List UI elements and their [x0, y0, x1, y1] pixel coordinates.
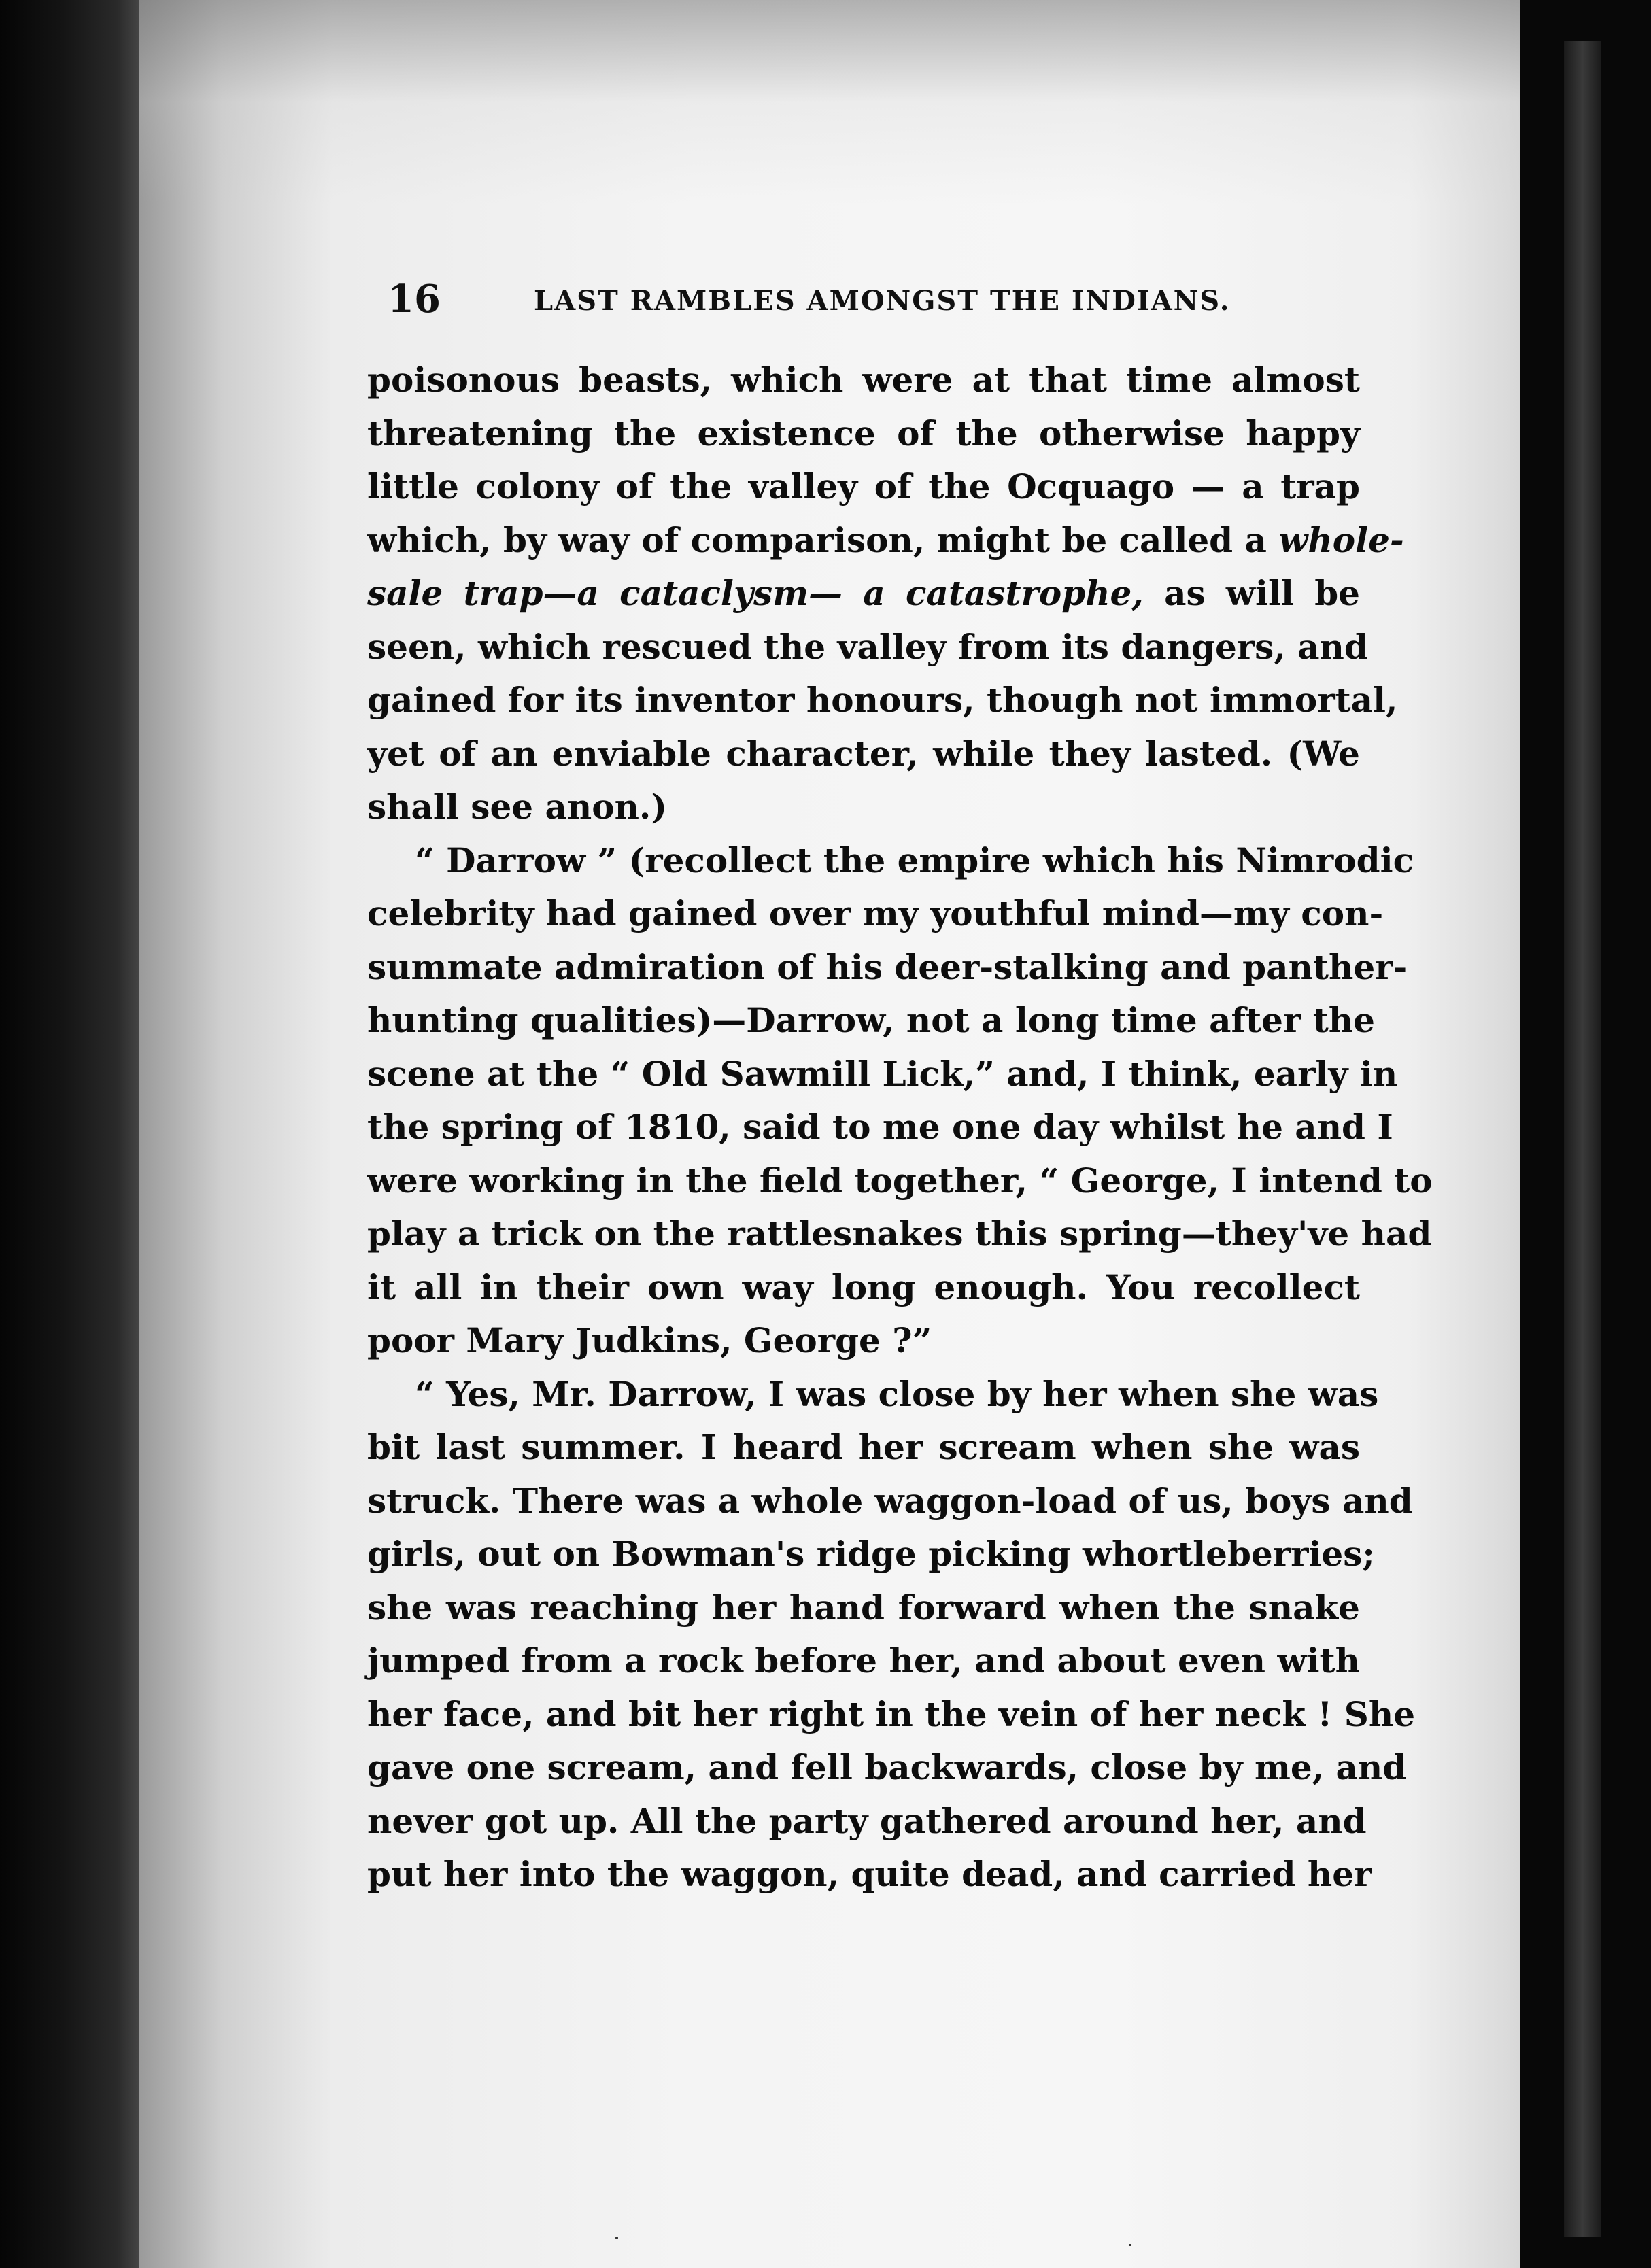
text-line: were working in the field together, “ George, I intend to: [367, 1160, 1433, 1201]
book-spine-shadow: [0, 0, 156, 2268]
text-line: gave one scream, and fell backwards, close by me, and: [367, 1747, 1407, 1787]
text-line: poisonous beasts, which were at that time almost: [367, 360, 1360, 400]
text-line: little colony of the valley of the Ocquago — a trap: [367, 466, 1360, 506]
text-line: put her into the waggon, quite dead, and carried her: [367, 1854, 1372, 1894]
text-line: gained for its inventor honours, though not immortal,: [367, 680, 1398, 720]
text-line: scene at the “ Old Sawmill Lick,” and, I think, early in: [367, 1053, 1398, 1094]
text-line: “ Yes, Mr. Darrow, I was close by her when she was: [415, 1373, 1379, 1414]
text-line: summate admiration of his deer-stalking and panther-: [367, 946, 1408, 987]
text-line: shall see anon.): [367, 787, 667, 827]
text-line: threatening the existence of the otherwise happy: [367, 413, 1360, 453]
text-line: jumped from a rock before her, and about even with: [367, 1640, 1360, 1681]
text-line: struck. There was a whole waggon-load of us, boys and: [367, 1480, 1413, 1521]
text-line: girls, out on Bowman's ridge picking whortleberries;: [367, 1534, 1375, 1574]
body-text: [367, 354, 1433, 1902]
scan-speck: [615, 2237, 618, 2239]
text-line: the spring of 1810, said to me one day whilst he and I: [367, 1107, 1393, 1147]
text-line: yet of an enviable character, while they lasted. (We: [367, 733, 1360, 774]
text-line: sale trap—a cataclysm— a catastrophe, as will be: [367, 573, 1360, 613]
page-header: [388, 272, 1353, 326]
page-number: 16: [388, 277, 441, 322]
text-line: poor Mary Judkins, George ?”: [367, 1320, 932, 1360]
text-line: it all in their own way long enough. You recollect: [367, 1267, 1360, 1307]
text-line: seen, which rescued the valley from its dangers, and: [367, 626, 1368, 667]
text-line: which, by way of comparison, might be called a whole-: [367, 519, 1404, 560]
text-line: never got up. All the party gathered around her, and: [367, 1800, 1367, 1841]
italic-phrase: whole-: [1278, 519, 1404, 560]
running-head: LAST RAMBLES AMONGST THE INDIANS.: [534, 285, 1231, 317]
text-line: “ Darrow ” (recollect the empire which his Nimrodic: [415, 840, 1414, 880]
italic-phrase: sale trap—a cataclysm— a catastrophe,: [367, 573, 1144, 613]
text-line: her face, and bit her right in the vein of her neck ! She: [367, 1694, 1416, 1734]
text-line: hunting qualities)—Darrow, not a long time after the: [367, 1000, 1375, 1040]
text-line: bit last summer. I heard her scream when she was: [367, 1427, 1360, 1467]
text-line: she was reaching her hand forward when the snake: [367, 1587, 1360, 1628]
text-line: celebrity had gained over my youthful mind—my con-: [367, 893, 1384, 933]
text-line: play a trick on the rattlesnakes this spring—they've had: [367, 1214, 1432, 1254]
page-top-shadow: [139, 0, 1520, 204]
adjacent-page-edge: [1564, 41, 1601, 2237]
scan-speck: [1129, 2244, 1131, 2246]
